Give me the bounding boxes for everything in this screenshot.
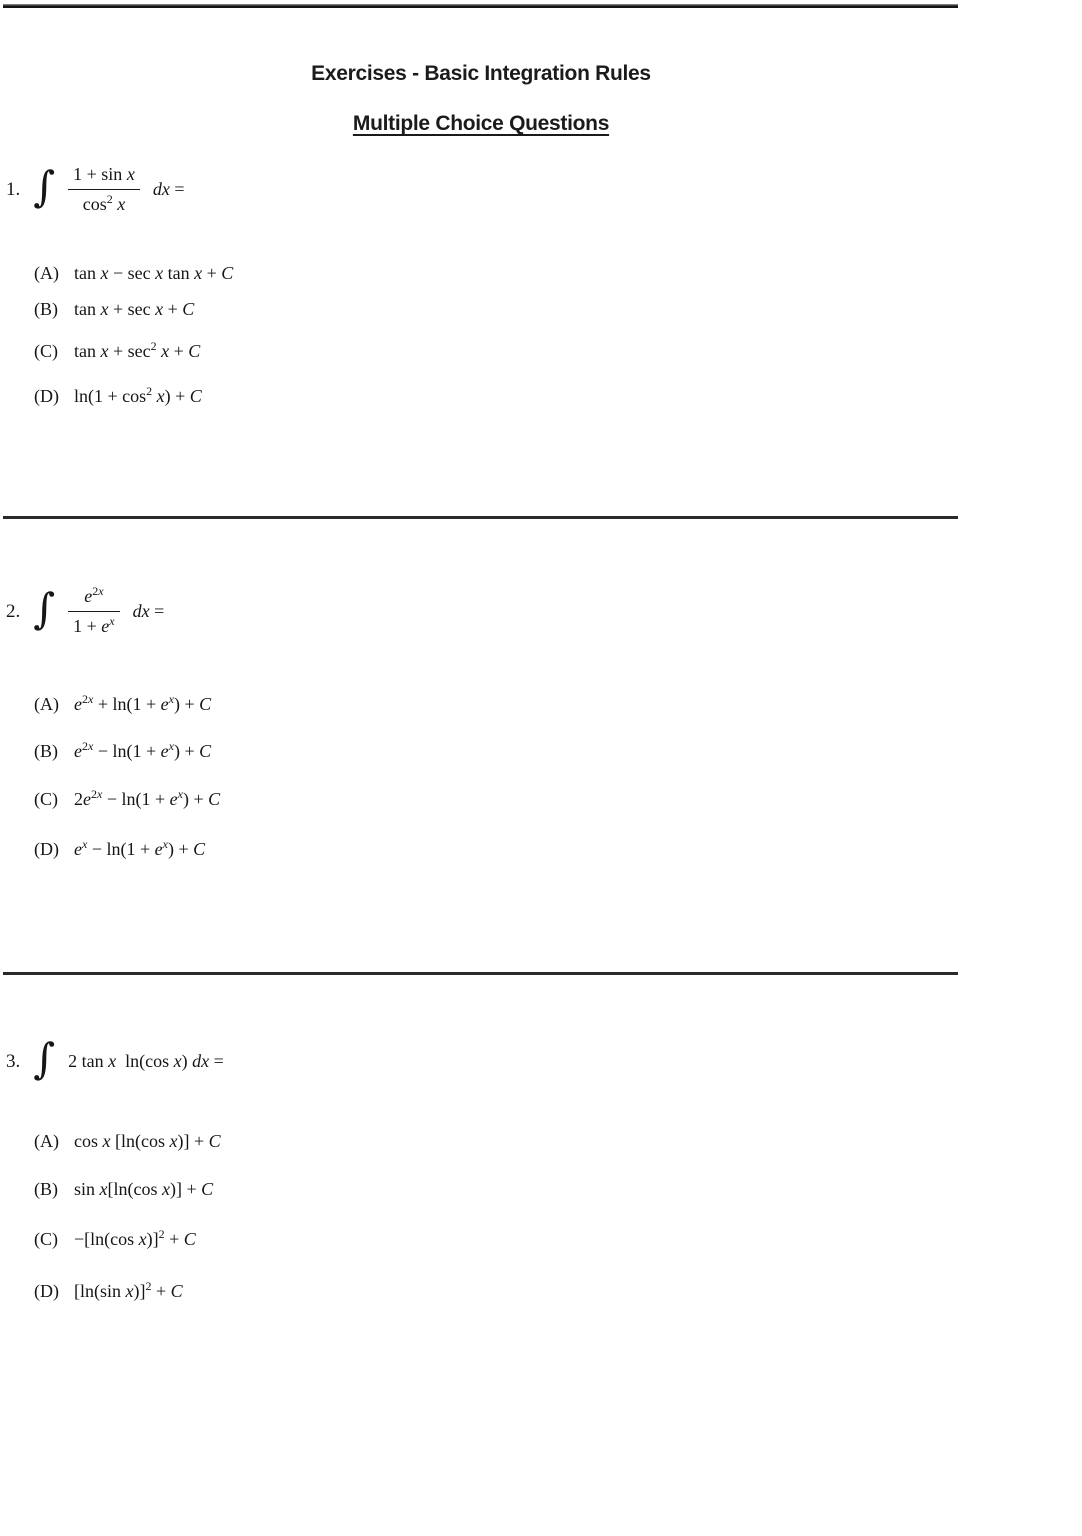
option-label: (C) — [34, 341, 58, 361]
option-label: (C) — [34, 789, 58, 809]
question-3-option-c — [34, 1224, 196, 1254]
question-1-option-a — [34, 258, 233, 288]
question-2-suffix: dx = — [132, 600, 165, 621]
question-3-stem — [6, 1034, 224, 1083]
integral-icon: ∫ — [33, 1034, 56, 1083]
option-label: (A) — [34, 263, 59, 283]
question-3-option-b — [34, 1174, 213, 1204]
question-1-option-c — [34, 336, 200, 366]
question-2-option-b — [34, 736, 211, 766]
option-text: $2e^{2x} - \ln(1 + e^x) + C$ — [74, 787, 221, 809]
option-label: (D) — [34, 1281, 59, 1301]
option-text: sin x[ln(cos x)] + C — [74, 1179, 214, 1199]
question-2-fraction — [68, 585, 119, 637]
question-1-option-d — [34, 381, 202, 411]
integral-icon: ∫ — [33, 162, 56, 211]
top-rule — [3, 4, 958, 8]
option-text: cos x [ln(cos x)] + C — [74, 1131, 221, 1151]
question-2-option-d — [34, 834, 205, 864]
section-divider — [3, 516, 958, 519]
page-subtitle: Multiple Choice Questions — [352, 112, 610, 135]
option-text: −[ln(cos x)]$^2$ + C — [74, 1227, 196, 1249]
section-divider — [3, 972, 958, 975]
question-2-option-a — [34, 689, 211, 719]
question-1-stem — [6, 163, 184, 215]
question-2-stem — [6, 585, 164, 637]
option-text: $e^{2x} + \ln(1 + e^x) + C$ — [74, 692, 212, 714]
fraction-denominator: $1 + e^x$ — [73, 613, 115, 636]
page-title: Exercises - Basic Integration Rules — [311, 62, 651, 85]
question-3-expression: 2 tan x ln(cos x) dx = — [68, 1050, 224, 1071]
option-text: tan x + sec x + C — [74, 299, 195, 319]
option-label: (D) — [34, 839, 59, 859]
option-text: $\ln(1 + \cos^2 x) + C$ — [74, 384, 202, 406]
option-label: (A) — [34, 694, 59, 714]
fraction-numerator: 1 + sin x — [73, 164, 135, 184]
option-text: $\tan x + \sec^2 x + C$ — [74, 339, 201, 361]
option-text: $e^x - \ln(1 + e^x) + C$ — [74, 837, 206, 859]
question-3-number: 3. — [6, 1050, 21, 1072]
option-text: $e^{2x} - \ln(1 + e^x) + C$ — [74, 739, 212, 761]
question-1-number: 1. — [6, 178, 21, 200]
question-3-option-a — [34, 1126, 221, 1156]
option-label: (B) — [34, 1179, 58, 1199]
question-1-option-b — [34, 294, 194, 324]
question-1-suffix: dx = — [152, 178, 185, 199]
question-1-fraction — [68, 163, 140, 215]
question-3-option-d — [34, 1276, 183, 1306]
option-label: (B) — [34, 299, 58, 319]
option-label: (B) — [34, 741, 58, 761]
fraction-numerator: $e^{2x}$ — [84, 584, 104, 606]
option-label: (C) — [34, 1229, 58, 1249]
option-label: (A) — [34, 1131, 59, 1151]
integral-icon: ∫ — [33, 584, 56, 633]
option-text: tan x − sec x tan x + C — [74, 263, 234, 283]
question-2-number: 2. — [6, 600, 21, 622]
option-text: [ln(sin x)]$^2$ + C — [74, 1279, 183, 1301]
fraction-denominator: $\cos^2 x$ — [82, 191, 126, 214]
question-2-option-c — [34, 784, 220, 814]
option-label: (D) — [34, 386, 59, 406]
